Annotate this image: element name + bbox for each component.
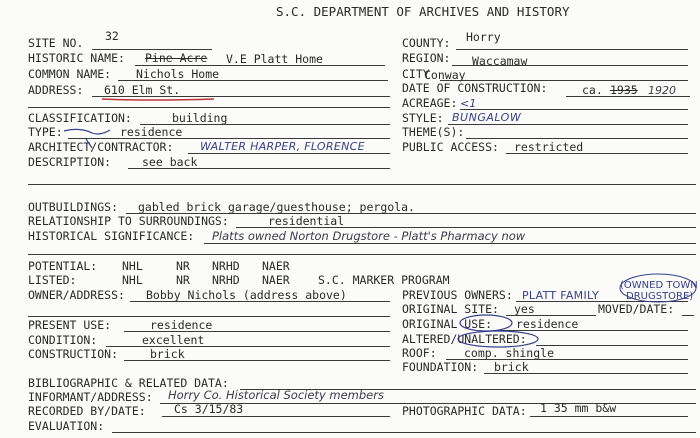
bibliographic-label: BIBLIOGRAPHIC & RELATED DATA: xyxy=(28,376,229,390)
classification-label: CLASSIFICATION: xyxy=(28,111,132,125)
region-value: Waccamaw xyxy=(472,54,528,68)
address-red-underline xyxy=(102,99,214,100)
style-line xyxy=(448,124,688,125)
public-access-value: restricted xyxy=(514,140,584,154)
themes-line xyxy=(466,138,688,139)
roof-value: comp. shingle xyxy=(464,346,555,360)
original-use-label: ORIGINAL USE: xyxy=(402,317,493,331)
date-struck: 1935 xyxy=(610,83,638,97)
present-use-line xyxy=(124,331,390,332)
original-use-line xyxy=(494,330,688,331)
evaluation-line xyxy=(112,432,696,433)
listed-naer: NAER xyxy=(262,273,290,287)
date-prefix: ca. xyxy=(582,83,603,97)
region-line xyxy=(452,65,688,66)
common-name-label: COMMON NAME: xyxy=(28,67,112,81)
previous-owners-value: PLATT FAMILY xyxy=(522,289,599,302)
city-label: CITY xyxy=(402,67,430,81)
moved-date-label: MOVED/DATE: xyxy=(598,302,675,316)
address-label: ADDRESS: xyxy=(28,83,84,97)
full-line-2 xyxy=(28,254,696,255)
architect-line xyxy=(188,153,390,154)
outbuildings-value: gabled brick garage/guesthouse; pergola. xyxy=(138,200,415,214)
style-label: STYLE: xyxy=(402,111,444,125)
original-site-line xyxy=(506,315,596,316)
acreage-value: <1 xyxy=(460,97,477,110)
type-value: residence xyxy=(120,125,183,139)
architect-label: ARCHITECT/CONTRACTOR: xyxy=(28,140,174,154)
recorded-line xyxy=(162,416,390,417)
full-line-1 xyxy=(28,184,696,185)
significance-line xyxy=(204,243,696,244)
region-label: REGION: xyxy=(402,51,451,65)
historic-name-struck: Pine Acre xyxy=(145,51,208,65)
acreage-line xyxy=(460,109,688,110)
common-name-value: Nichols Home xyxy=(136,67,220,81)
potential-naer: NAER xyxy=(262,259,290,273)
moved-date-line xyxy=(682,315,694,316)
condition-value: excellent xyxy=(142,333,205,347)
site-no-line xyxy=(92,49,212,50)
marker-program: S.C. MARKER PROGRAM xyxy=(318,273,450,287)
public-access-label: PUBLIC ACCESS: xyxy=(402,140,499,154)
previous-owners-note-1: (OWNED TOWN xyxy=(620,280,698,291)
potential-nrhd: NRHD xyxy=(212,259,240,273)
historic-name-value: V.E Platt Home xyxy=(226,52,323,66)
historic-name-line xyxy=(135,65,385,66)
present-use-label: PRESENT USE: xyxy=(28,318,112,332)
construction-label: CONSTRUCTION: xyxy=(28,347,119,361)
county-label: COUNTY: xyxy=(402,36,451,50)
description-value: see back xyxy=(142,155,198,169)
previous-owners-label: PREVIOUS OWNERS: xyxy=(402,288,513,302)
owner-label: OWNER/ADDRESS: xyxy=(28,288,125,302)
listed-nr: NR xyxy=(176,273,190,287)
county-value: Horry xyxy=(466,30,501,44)
roof-label: ROOF: xyxy=(402,346,437,360)
city-value: Conway xyxy=(424,68,466,82)
altered-line xyxy=(536,345,688,346)
evaluation-label: EVALUATION: xyxy=(28,419,105,433)
acreage-label: ACREAGE: xyxy=(402,96,458,110)
architect-value: WALTER HARPER, FLORENCE xyxy=(200,140,365,153)
historic-name-label: HISTORIC NAME: xyxy=(28,51,125,65)
type-check-mark xyxy=(64,129,110,134)
foundation-line xyxy=(484,373,688,374)
altered-label: ALTERED/UNALTERED: xyxy=(402,332,527,346)
original-site-label: ORIGINAL SITE: xyxy=(402,302,499,316)
significance-label: HISTORICAL SIGNIFICANCE: xyxy=(28,229,195,243)
common-name-line xyxy=(118,80,388,81)
site-no-value: 32 xyxy=(105,29,119,43)
description-label: DESCRIPTION: xyxy=(28,155,112,169)
form-header: S.C. DEPARTMENT OF ARCHIVES AND HISTORY xyxy=(276,4,570,19)
construction-line xyxy=(124,360,390,361)
owner-line xyxy=(130,301,390,302)
foundation-label: FOUNDATION: xyxy=(402,360,479,374)
listed-label: LISTED: xyxy=(28,273,77,287)
original-use-value: residence xyxy=(516,317,579,331)
themes-label: THEME(S): xyxy=(402,125,465,139)
description-line xyxy=(128,168,390,169)
classification-value: building xyxy=(172,111,228,125)
listed-nhl: NHL xyxy=(122,273,143,287)
roof-line xyxy=(446,359,688,360)
relationship-line xyxy=(236,227,696,228)
potential-nhl: NHL xyxy=(122,259,143,273)
foundation-value: brick xyxy=(494,360,529,374)
construction-value: brick xyxy=(150,347,185,361)
outbuildings-label: OUTBUILDINGS: xyxy=(28,200,119,214)
public-access-line xyxy=(506,153,688,154)
condition-line xyxy=(106,346,390,347)
address-value: 610 Elm St. xyxy=(104,83,181,97)
potential-nr: NR xyxy=(176,259,190,273)
date-of-construction-label: DATE OF CONSTRUCTION: xyxy=(402,81,548,95)
relationship-label: RELATIONSHIP TO SURROUNDINGS: xyxy=(28,214,229,228)
original-site-value: yes xyxy=(514,302,535,316)
recorded-label: RECORDED BY/DATE: xyxy=(28,404,146,418)
owner-value: Bobby Nichols (address above) xyxy=(146,288,347,302)
potential-label: POTENTIAL: xyxy=(28,259,98,273)
significance-value: Platts owned Norton Drugstore - Platt's Pharmacy now xyxy=(212,229,526,243)
photographic-line xyxy=(530,416,688,417)
informant-value: Horry Co. Historical Society members xyxy=(168,388,384,402)
address-line xyxy=(92,96,390,97)
type-label: TYPE: xyxy=(28,125,63,139)
style-value: BUNGALOW xyxy=(452,111,522,124)
photographic-value: 1 35 mm b&w xyxy=(540,401,617,415)
date-line xyxy=(566,96,690,97)
county-line xyxy=(456,49,688,50)
present-use-top-line xyxy=(28,316,390,317)
condition-label: CONDITION: xyxy=(28,333,98,347)
relationship-value: residential xyxy=(268,214,345,228)
date-value: 1920 xyxy=(648,84,676,97)
photographic-label: PHOTOGRAPHIC DATA: xyxy=(402,404,527,418)
type-line xyxy=(68,138,390,139)
present-use-value: residence xyxy=(150,318,213,332)
informant-label: INFORMANT/ADDRESS: xyxy=(28,390,153,404)
listed-nrhd: NRHD xyxy=(212,273,240,287)
previous-owners-note-2: DRUGSTORE) xyxy=(626,291,694,302)
recorded-value: Cs 3/15/83 xyxy=(174,402,244,416)
blank-line xyxy=(28,107,390,108)
site-no-label: SITE NO. xyxy=(28,36,84,50)
